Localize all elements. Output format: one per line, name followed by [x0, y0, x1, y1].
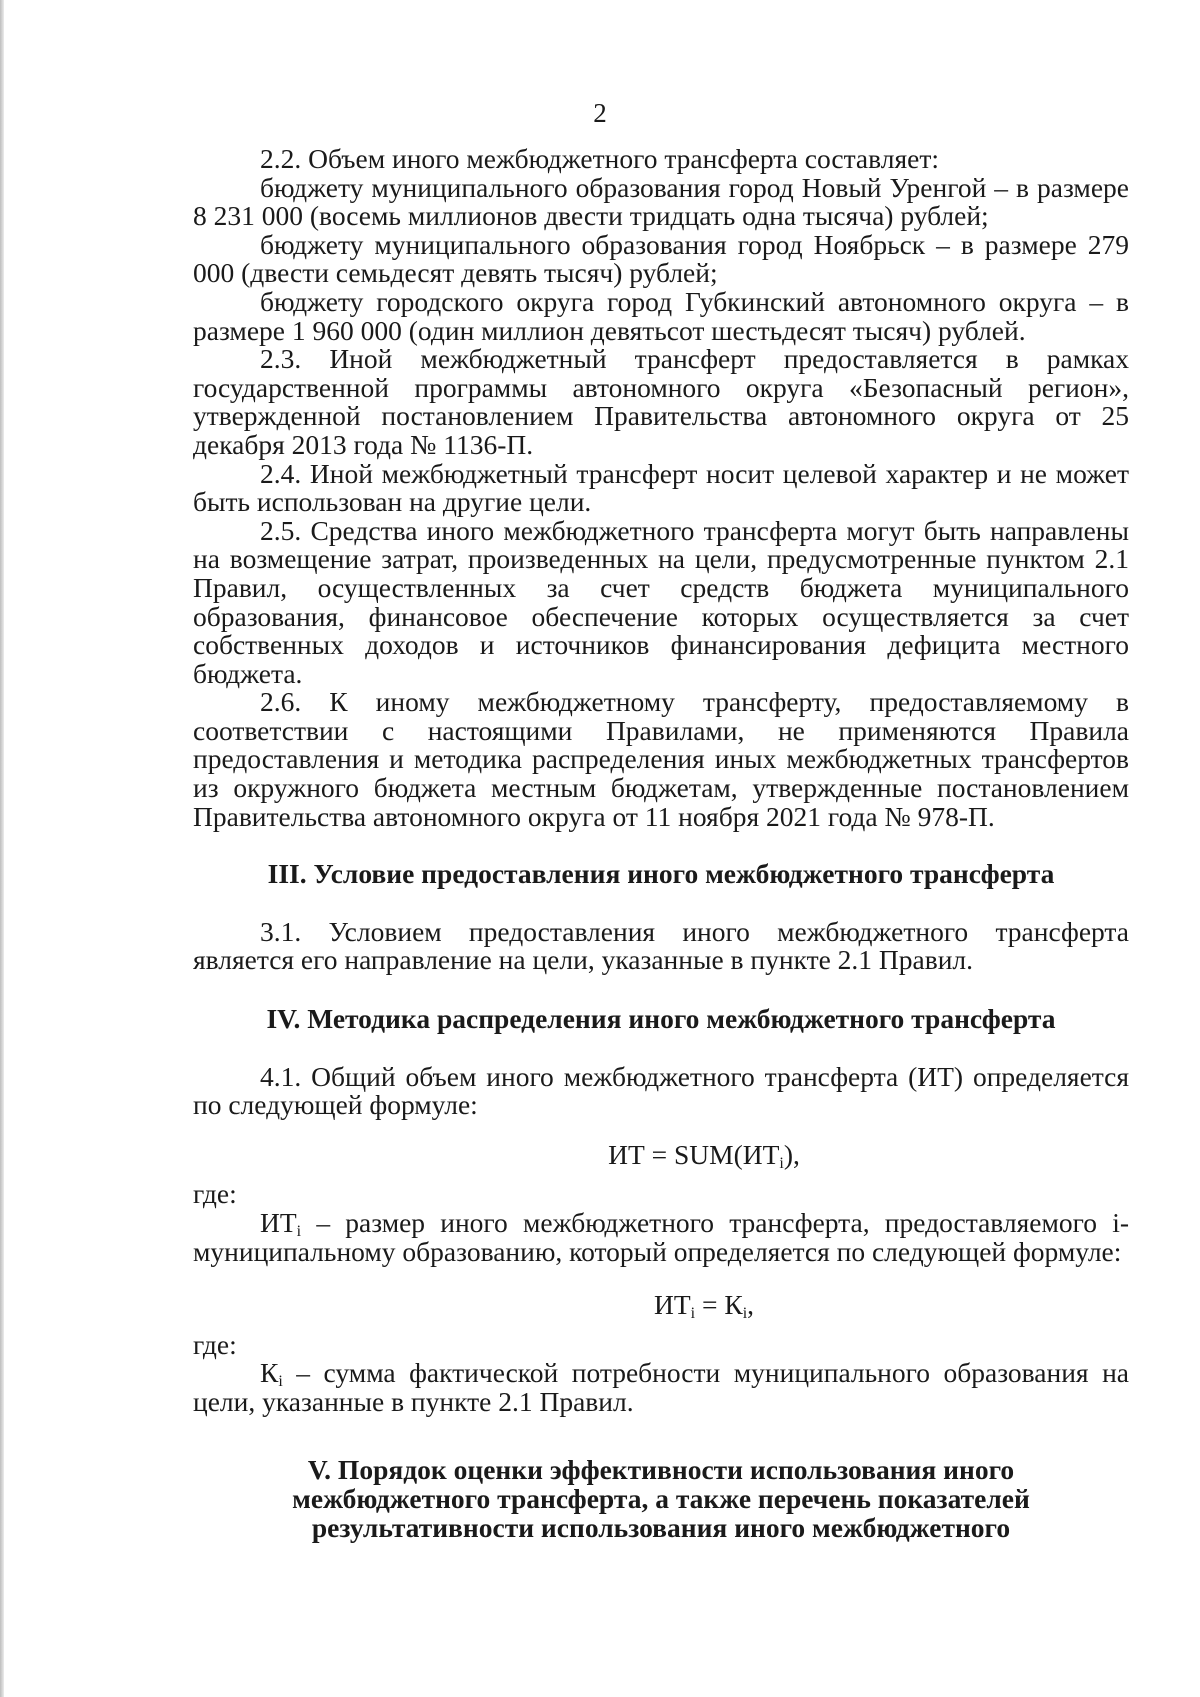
formula-1-left: ИТ = SUM(ИТ: [608, 1138, 780, 1170]
paragraph-2-2-novy-urengoy: бюджету муниципального образования город Новый Уренгой – в размере 8 231 000 (восемь миллионов двести тридцать одна тысяча) рублей;: [193, 171, 1129, 232]
formula-2-mid: = К: [695, 1289, 743, 1321]
formula-2-rhs-subscript: i: [742, 1305, 748, 1323]
paragraph-3-1: 3.1. Условием предоставления иного межбюджетного трансферта является его направление на цели, указанные в пункте 2.1 Правил.: [193, 915, 1129, 976]
where-label-2: где:: [193, 1328, 237, 1360]
formula-2-lhs: ИТ: [653, 1289, 691, 1321]
definition-ki-text: – сумма фактической потребности муниципального образования на цели, указанные в пункте 2.1 Правил.: [193, 1357, 1129, 1417]
formula-1-subscript: i: [779, 1154, 784, 1172]
scan-edge: [0, 0, 4, 1697]
definition-iti-symbol: ИТ: [260, 1207, 297, 1238]
section-5-heading-line-1: V. Порядок оценки эффективности использования иного: [307, 1453, 1015, 1485]
section-4-heading: IV. Методика распределения иного межбюджетного трансферта: [266, 1003, 1056, 1035]
formula-municipal-transfer: [193, 1289, 1129, 1323]
definition-ki-subscript: i: [278, 1373, 283, 1391]
paragraph-2-2: 2.2. Объем иного межбюджетного трансферта составляет:: [260, 143, 940, 174]
page-number: 2: [593, 98, 607, 128]
definition-iti-text: – размер иного межбюджетного трансферта, предоставляемого i-муниципальному образованию, который определяется по следующей формуле:: [193, 1207, 1129, 1267]
section-5-heading: [193, 1455, 1129, 1542]
definition-iti: [193, 1209, 1129, 1266]
formula-2-lhs-subscript: i: [690, 1305, 696, 1323]
paragraph-2-4: 2.4. Иной межбюджетный трансферт носит целевой характер и не может быть использован на другие цели.: [193, 457, 1129, 518]
paragraph-2-2-gubkinsky: бюджету городского округа город Губкинский автономного округа – в размере 1 960 000 (один миллион девятьсот шестьдесят тысяч) рублей.: [193, 285, 1129, 346]
definition-iti-subscript: i: [296, 1223, 302, 1240]
section-3-heading: III. Условие предоставления иного межбюджетного трансферта: [267, 858, 1055, 890]
section-5-heading-line-2: межбюджетного трансферта, а также перечень показателей: [292, 1482, 1030, 1514]
formula-1-right: ),: [783, 1138, 800, 1170]
paragraph-4-1: 4.1. Общий объем иного межбюджетного трансферта (ИТ) определяется по следующей формуле:: [193, 1060, 1129, 1121]
formula-2-end: ,: [747, 1289, 755, 1321]
paragraph-2-6: 2.6. К иному межбюджетному трансферту, предоставляемому в соответствии с настоящими Правилами, не применяются Правила предоставления и методика распределения иных межбюджетных трансфертов из окружного бюджета местным бюджетам, утвержденные постановлением Правительства автономного округа от 11 ноября 2021 года № 978-П.: [193, 686, 1129, 832]
document-body: [193, 145, 1129, 1542]
paragraph-2-2-noyabrsk: бюджету муниципального образования город Ноябрьск – в размере 279 000 (двести семьдесят девять тысяч) рублей;: [193, 228, 1129, 289]
definition-ki: [193, 1359, 1129, 1416]
paragraph-2-3: 2.3. Иной межбюджетный трансферт предоставляется в рамках государственной программы автономного округа «Безопасный регион», утвержденной постановлением Правительства автономного округа от 25 декабря 2013 года № 1136-П.: [193, 343, 1129, 460]
definition-ki-symbol: К: [260, 1357, 279, 1389]
paragraph-2-5: 2.5. Средства иного межбюджетного трансферта могут быть направлены на возмещение затрат, произведенных на цели, предусмотренные пунктом 2.1 Правил, осуществленных за счет средств бюджета муниципального образования, финансовое обеспечение которых осуществляется за счет собственных доходов и источников финансирования дефицита местного бюджета.: [193, 514, 1129, 689]
section-5-heading-line-3: результативности использования иного межбюджетного: [311, 1511, 1011, 1543]
formula-total-transfer: [193, 1138, 1129, 1172]
where-label-1: где:: [193, 1178, 237, 1210]
